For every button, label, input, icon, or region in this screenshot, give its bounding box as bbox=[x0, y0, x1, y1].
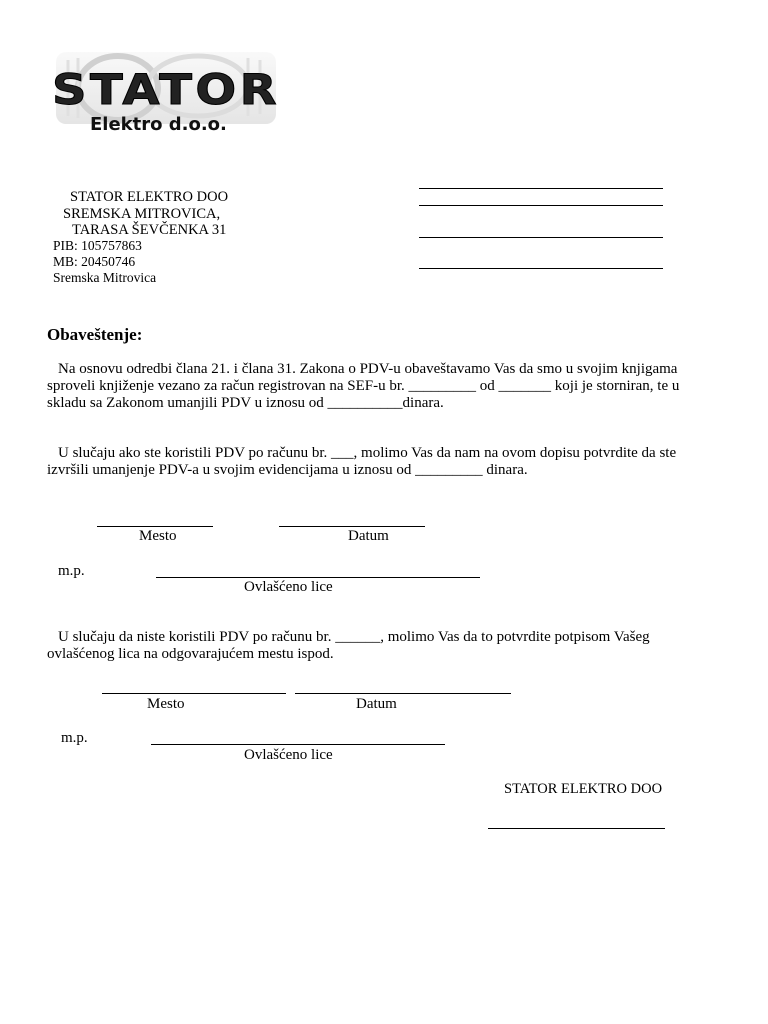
date-line-1 bbox=[279, 526, 425, 527]
company-signature-line bbox=[488, 828, 665, 829]
stator-logo-icon bbox=[48, 46, 284, 132]
pib-value: : 105757863 bbox=[74, 238, 142, 253]
company-logo bbox=[48, 46, 284, 132]
stamp-label-2: m.p. bbox=[61, 730, 88, 746]
recipient-line-4 bbox=[419, 268, 663, 269]
place-label-2: Mesto bbox=[147, 696, 185, 712]
paragraph-used-vat: U slučaju ako ste koristili PDV po računu br. ___, molimo Vas da nam na ovom dopisu potvrdite da ste izvršili umanjenje PDV-a u svojim evidencijama u iznosu od _________ dinara. bbox=[47, 445, 677, 478]
recipient-line-3 bbox=[419, 237, 663, 238]
place-line-1 bbox=[97, 526, 213, 527]
sender-street: TARASA ŠEVČENKA 31 bbox=[72, 222, 227, 238]
signature-line-2 bbox=[151, 744, 445, 745]
sender-name: STATOR ELEKTRO DOO bbox=[70, 189, 229, 205]
mb-label: MB bbox=[53, 254, 75, 269]
document-title: Obaveštenje: bbox=[47, 325, 143, 344]
pib-label: PIB bbox=[53, 238, 75, 253]
sender-town: Sremska Mitrovica bbox=[53, 270, 157, 285]
recipient-line-2 bbox=[419, 205, 663, 206]
mb-value: : 20450746 bbox=[74, 254, 136, 269]
date-label-2: Datum bbox=[356, 696, 397, 712]
stamp-label-1: m.p. bbox=[58, 563, 85, 579]
svg-text:STATOR: STATOR bbox=[52, 65, 280, 114]
place-label-1: Mesto bbox=[139, 528, 177, 544]
recipient-line-1 bbox=[419, 188, 663, 189]
sender-mb bbox=[53, 254, 135, 270]
svg-text:Elektro d.o.o.: Elektro d.o.o. bbox=[90, 114, 227, 132]
paragraph-unused-vat: U slučaju da niste koristili PDV po računu br. ______, molimo Vas da to potvrdite potpisom Vašeg ovlašćenog lica na odgovarajućem mestu ispod. bbox=[47, 629, 650, 662]
footer-company-name: STATOR ELEKTRO DOO bbox=[504, 781, 663, 797]
signature-line-1 bbox=[156, 577, 480, 578]
sender-pib bbox=[53, 238, 142, 254]
sender-city-line: SREMSKA MITROVICA, bbox=[63, 206, 221, 222]
signer-label-2: Ovlašćeno lice bbox=[244, 747, 333, 763]
date-line-2 bbox=[295, 693, 511, 694]
paragraph-notice: Na osnovu odredbi člana 21. i člana 31. Zakona o PDV-u obaveštavamo Vas da smo u svojim knjigama sproveli knjiženje vezano za račun registrovan na SEF-u br. _________ od _______ koji je storniran, te u skladu sa Zakonom umanjili PDV u iznosu od __________dinara. bbox=[47, 361, 680, 411]
place-line-2 bbox=[102, 693, 286, 694]
signer-label-1: Ovlašćeno lice bbox=[244, 579, 333, 595]
date-label-1: Datum bbox=[348, 528, 389, 544]
